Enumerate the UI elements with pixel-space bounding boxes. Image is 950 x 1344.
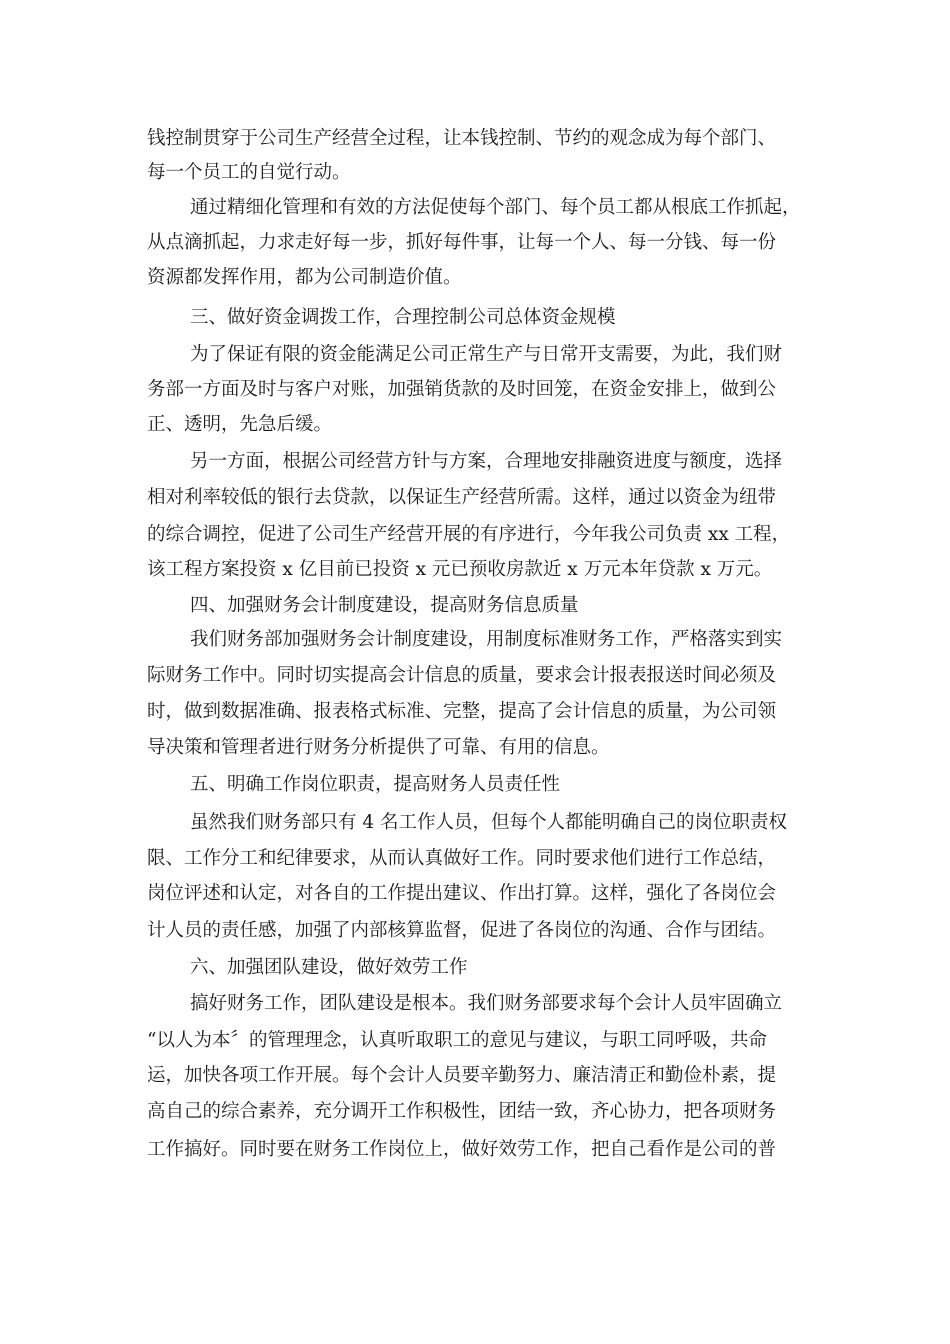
text-line: 通过精细化管理和有效的方法促使每个部门、每个员工都从根底工作抓起， xyxy=(190,197,801,218)
text-line: 从点滴抓起，力求走好每一步，抓好每件事，让每一个人、每一分钱、每一份 xyxy=(147,232,777,253)
text-line: 搞好财务工作，团队建设是根本。我们财务部要求每个会计人员牢固确立 xyxy=(190,993,783,1014)
text-line: 我们财务部加强财务会计制度建设，用制度标准财务工作，严格落实到实 xyxy=(190,629,783,650)
text-line: 虽然我们财务部只有 4 名工作人员，但每个人都能明确自己的岗位职责权 xyxy=(190,812,788,833)
text-line: 相对利率较低的银行去贷款，以保证生产经营所需。这样，通过以资金为纽带 xyxy=(147,487,777,508)
text-line: 岗位评述和认定，对各自的工作提出建议、作出打算。这样，强化了各岗位会 xyxy=(147,883,777,904)
text-line: 正、透明，先急后缓。 xyxy=(147,414,333,435)
text-line: 导决策和管理者进行财务分析提供了可靠、有用的信息。 xyxy=(147,737,610,758)
text-line: 另一方面，根据公司经营方针与方案，合理地安排融资进度与额度，选择 xyxy=(190,451,783,472)
text-line: 的综合调控，促进了公司生产经营开展的有序进行，今年我公司负责 xx 工程， xyxy=(147,524,791,545)
section-heading: 四、加强财务会计制度建设，提高财务信息质量 xyxy=(190,595,579,616)
text-line: 高自己的综合素养，充分调开工作积极性，团结一致，齐心协力，把各项财务 xyxy=(147,1101,777,1122)
text-line: 计人员的责任感，加强了内部核算监督，促进了各岗位的沟通、合作与团结。 xyxy=(147,920,777,941)
section-heading: 三、做好资金调拨工作，合理控制公司总体资金规模 xyxy=(190,307,616,328)
text-line: 限、工作分工和纪律要求，从而认真做好工作。同时要求他们进行工作总结， xyxy=(147,848,777,869)
text-line: 为了保证有限的资金能满足公司正常生产与日常开支需要，为此，我们财 xyxy=(190,344,783,365)
text-line: “以人为本〞的管理理念，认真听取职工的意见与建议，与职工同呼吸，共命 xyxy=(147,1030,767,1051)
text-line: 运，加快各项工作开展。每个会计人员要辛勤努力、廉洁清正和勤俭朴素，提 xyxy=(147,1065,777,1086)
section-heading: 五、明确工作岗位职责，提高财务人员责任性 xyxy=(190,774,561,795)
section-heading: 六、加强团队建设，做好效劳工作 xyxy=(190,957,468,978)
text-line: 钱控制贯穿于公司生产经营全过程，让本钱控制、节约的观念成为每个部门、 xyxy=(147,128,777,149)
text-line: 时，做到数据准确、报表格式标准、完整，提高了会计信息的质量，为公司领 xyxy=(147,701,777,722)
text-line: 际财务工作中。同时切实提高会计信息的质量，要求会计报表报送时间必须及 xyxy=(147,665,777,686)
text-line: 该工程方案投资 x 亿目前已投资 x 元已预收房款近 x 万元本年贷款 x 万元。 xyxy=(147,559,773,580)
text-line: 每一个员工的自觉行动。 xyxy=(147,162,351,183)
text-line: 资源都发挥作用，都为公司制造价值。 xyxy=(147,267,462,288)
text-line: 工作搞好。同时要在财务工作岗位上，做好效劳工作，把自己看作是公司的普 xyxy=(147,1139,777,1160)
text-line: 务部一方面及时与客户对账，加强销货款的及时回笼，在资金安排上，做到公 xyxy=(147,379,777,400)
